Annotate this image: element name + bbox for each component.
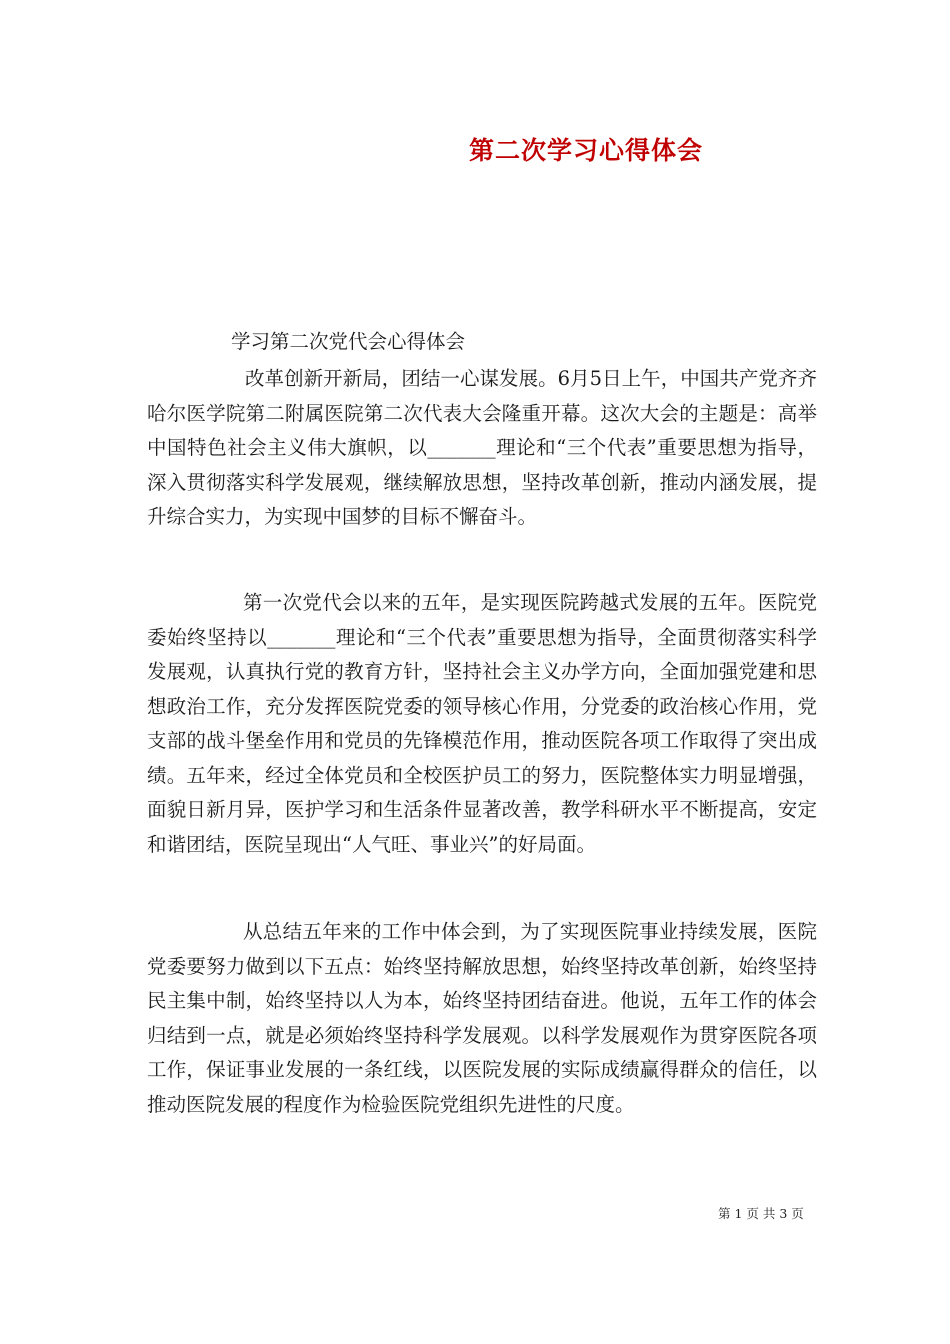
paragraph-block-2 xyxy=(147,586,817,862)
document-subtitle: 学习第二次党代会心得体会 xyxy=(231,330,466,353)
paragraph: 第一次党代会以来的五年，是实现医院跨越式发展的五年。医院党委始终坚持以_______理论和“三个代表”重要思想为指导，全面贯彻落实科学发展观，认真执行党的教育方针，坚持社会主义办学方向，全面加强党建和思想政治工作，充分发挥医院党委的领导核心作用，分党委的政治核心作用，党支部的战斗堡垒作用和党员的先锋模范作用，推动医院各项工作取得了突出成绩。五年来，经过全体党员和全校医护员工的努力，医院整体实力明显增强，面貌日新月异，医护学习和生活条件显著改善，教学科研水平不断提高，安定和谐团结，医院呈现出“人气旺、事业兴”的好局面。 xyxy=(147,591,817,856)
page-number-footer: 第 1 页 共 3 页 xyxy=(718,1206,804,1221)
paragraph-block-3 xyxy=(147,915,817,1122)
document-title: 第二次学习心得体会 xyxy=(469,136,704,165)
paragraph-block-1 xyxy=(147,362,817,535)
paragraph: 改革创新开新局，团结一心谋发展。6月5日上午，中国共产党齐齐哈尔医学院第二附属医院第二次代表大会隆重开幕。这次大会的主题是：高举中国特色社会主义伟大旗帜，以_______理论和“三个代表”重要思想为指导，深入贯彻落实科学发展观，继续解放思想，坚持改革创新，推动内涵发展，提升综合实力，为实现中国梦的目标不懈奋斗。 xyxy=(147,367,817,528)
paragraph: 从总结五年来的工作中体会到，为了实现医院事业持续发展，医院党委要努力做到以下五点：始终坚持解放思想，始终坚持改革创新，始终坚持民主集中制，始终坚持以人为本，始终坚持团结奋进。他说，五年工作的体会归结到一点，就是必须始终坚持科学发展观。以科学发展观作为贯穿医院各项工作，保证事业发展的一条红线，以医院发展的实际成绩赢得群众的信任，以推动医院发展的程度作为检验医院党组织先进性的尺度。 xyxy=(147,920,817,1116)
